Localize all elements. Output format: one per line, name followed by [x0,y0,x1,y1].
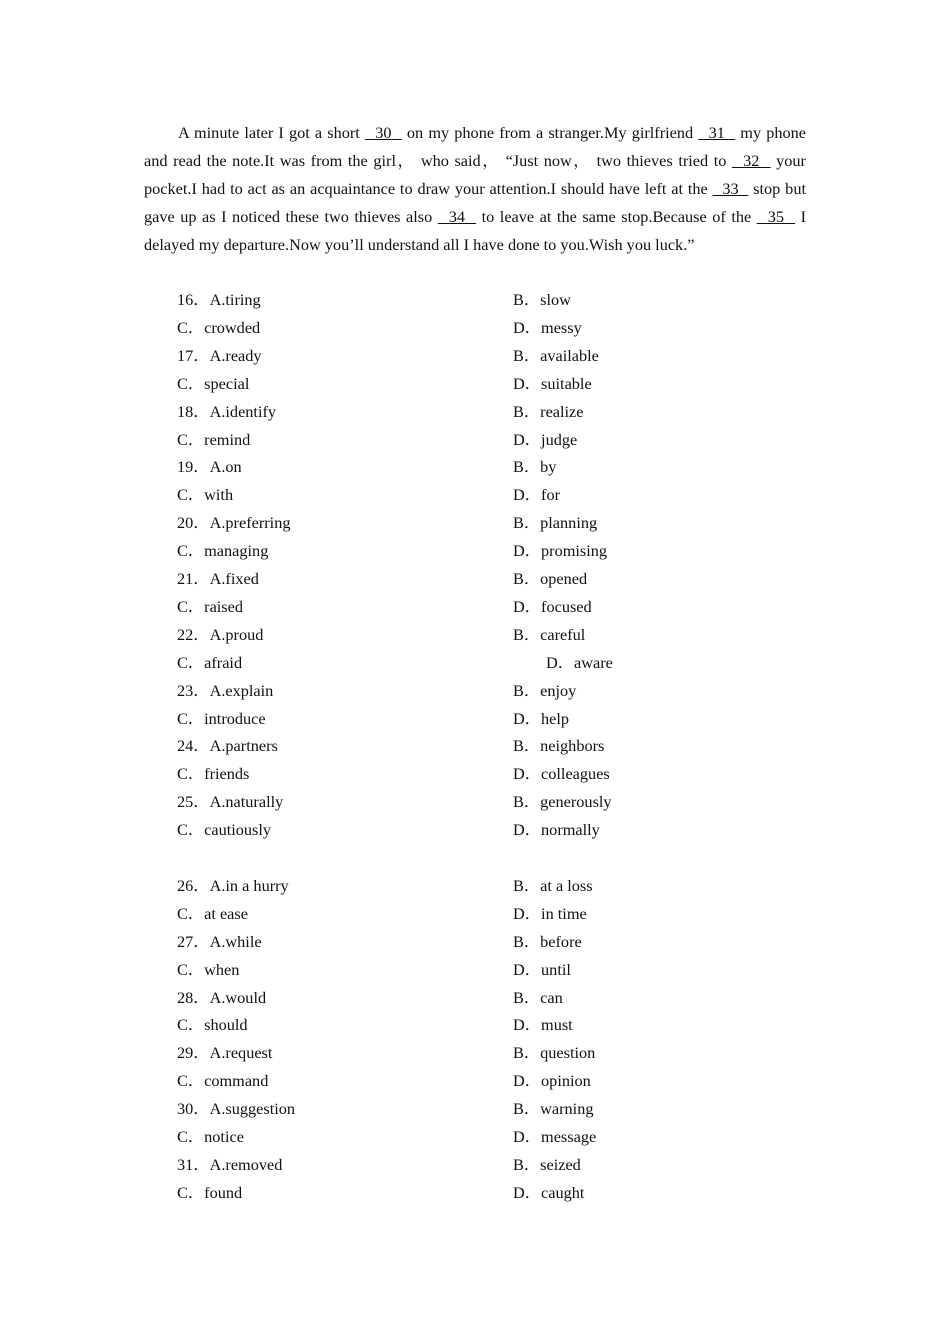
option-a-text: A.would [209,987,267,1007]
option-a [177,788,283,816]
option-a [177,732,278,760]
passage-text-segment: on my phone from a stranger.My girlfriend [401,123,699,142]
option-d-text: D．opinion [513,1071,591,1091]
option-b [513,1095,594,1123]
option-d [513,1067,591,1095]
option-d-text: D．promising [513,541,608,561]
option-a [177,565,259,593]
option-num-text: 30． [177,1099,210,1119]
option-num-text: 21． [177,569,210,588]
passage-text-segment: I delayed my departure.Now you’ll understand all I have done to you.Wish you luck.” [144,207,807,254]
option-a-text: A.proud [209,624,264,644]
option-c-text: C．with [177,485,234,505]
option-num-text: 26． [177,875,210,895]
option-b-text: B．at a loss [513,875,593,895]
option-num-text: 24． [177,736,210,756]
option-c [177,705,266,733]
option-d-text: D．must [513,1015,573,1035]
option-d [513,1179,584,1207]
option-a-text: A.request [209,1043,273,1063]
option-a-text: A.while [209,931,262,951]
option-c [177,1067,268,1095]
option-a-text: A.tiring [209,290,261,309]
option-c-text: C．introduce [177,708,266,728]
option-d [513,537,607,565]
option-c-text: C．at ease [177,903,248,923]
option-c [177,314,260,342]
option-c [177,816,271,844]
option-a-text: A.explain [209,680,274,700]
option-b [513,621,585,649]
option-num-text: 19． [177,457,210,477]
option-a-text: A.on [209,457,242,477]
option-num-text: 27． [177,931,210,951]
option-d [513,481,560,509]
option-c-text: C．should [177,1015,248,1035]
option-a-text: A.naturally [209,792,284,812]
option-a-text: A.identify [209,401,277,421]
option-a [177,621,263,649]
option-num-text: 29． [177,1043,210,1063]
option-d-text: D．focused [513,596,592,616]
option-b [513,928,582,956]
option-d-text: D．until [513,959,571,979]
option-b [513,788,612,816]
option-b [513,732,604,760]
option-d-text: D．colleagues [513,764,610,784]
option-c [177,481,233,509]
option-d [546,649,613,677]
option-a [177,509,291,537]
option-d [513,593,592,621]
passage-text-segment: stop but gave up as I noticed these two thieves also [144,179,806,226]
option-c [177,593,243,621]
option-a [177,398,276,426]
option-d [513,816,600,844]
option-d [513,314,582,342]
option-num-text: 22． [177,624,210,644]
option-b [513,872,593,900]
option-b-text: B．available [513,345,599,365]
option-b-text: B．slow [513,290,571,309]
option-b [513,286,571,314]
option-a [177,928,262,956]
option-d-text: D．help [513,708,570,728]
option-a [177,1151,282,1179]
option-d [513,760,610,788]
option-b-text: B．enjoy [513,680,577,700]
passage-text-segment: my phone and read the note.It was from the girl， who said， “Just now， two thieves tried to [144,123,807,170]
option-b-text: B．before [513,931,582,951]
blank-31: 31 [698,123,736,142]
option-d [513,1123,596,1151]
option-d-text: D．messy [513,317,582,337]
option-num-text: 20． [177,513,210,533]
option-b [513,398,584,426]
option-b-text: B．opened [513,569,588,588]
option-c [177,370,249,398]
passage-text-segment: your pocket.I had to act as an acquaintance to draw your attention.I should have left at the [144,151,806,198]
option-a-text: A.in a hurry [209,875,289,895]
option-d [513,956,571,984]
option-a [177,677,273,705]
option-d-text: D．in time [513,903,587,923]
option-b-text: B．by [513,457,557,477]
option-a-text: A.suggestion [209,1099,296,1119]
option-a-text: A.fixed [209,569,259,588]
option-d-text: D．for [513,485,561,505]
option-c [177,760,249,788]
option-num-text: 16． [177,290,210,309]
option-a-text: A.partners [209,736,278,756]
option-a [177,286,261,314]
option-num-text: 28． [177,987,210,1007]
option-c-text: C．cautiously [177,820,272,840]
option-b-text: B．generously [513,792,612,812]
option-a [177,984,266,1012]
passage-text [144,119,806,259]
blank-30: 30 [364,123,402,142]
option-c-text: C．command [177,1071,269,1091]
option-b [513,565,587,593]
blank-35: 35 [756,207,796,226]
option-c [177,426,250,454]
option-c [177,1123,244,1151]
option-d [513,370,592,398]
option-b [513,453,556,481]
option-d [513,900,587,928]
option-c-text: C．raised [177,596,244,616]
option-d-text: D．normally [513,820,600,840]
option-c [177,900,248,928]
option-c-text: C．friends [177,764,250,784]
option-b-text: B．planning [513,513,598,533]
option-d [513,1011,573,1039]
option-c-text: C．afraid [177,652,243,672]
option-a [177,453,242,481]
option-b-text: B．can [513,987,563,1007]
option-b-text: B．seized [513,1154,581,1174]
option-c [177,649,242,677]
option-c-text: C．managing [177,541,269,561]
option-num-text: 23． [177,680,210,700]
option-c [177,956,239,984]
option-b-text: B．warning [513,1099,594,1119]
option-d-text: D．suitable [513,373,592,393]
option-b [513,984,563,1012]
option-num-text: 18． [177,401,210,421]
option-a-text: A.removed [209,1154,283,1174]
option-b-text: B．question [513,1043,596,1063]
option-num-text: 17． [177,345,210,365]
option-a-text: A.preferring [209,513,291,533]
option-b [513,342,599,370]
option-d-text: D．judge [513,429,578,449]
option-num-text: 25． [177,792,210,812]
blank-34: 34 [437,207,477,226]
blank-32: 32 [731,151,771,170]
option-d-text: D．message [513,1127,597,1146]
option-b [513,1039,595,1067]
option-c-text: C．found [177,1182,243,1202]
option-b-text: B．careful [513,624,586,644]
option-c [177,1179,242,1207]
option-c-text: C．remind [177,429,251,449]
option-num-text: 31． [177,1154,210,1174]
option-c [177,1011,248,1039]
option-c [177,537,268,565]
option-b-text: B．neighbors [513,736,605,756]
option-b [513,677,576,705]
option-a [177,872,289,900]
option-a [177,1095,295,1123]
option-d [513,705,569,733]
option-c-text: C．special [177,373,250,393]
passage-text-segment: A minute later I got a short [178,123,365,142]
option-b-text: B．realize [513,401,584,421]
option-b [513,509,597,537]
option-a-text: A.ready [209,345,262,365]
option-d [513,426,577,454]
option-d-text: D．caught [513,1182,585,1202]
option-c-text: C．notice [177,1127,244,1146]
option-d-text: D．aware [546,652,613,672]
passage-text-segment: to leave at the same stop.Because of the [476,207,757,226]
blank-33: 33 [712,179,749,198]
option-c-text: C．crowded [177,317,261,337]
passage-paragraph [144,119,806,259]
option-c-text: C．when [177,959,240,979]
option-b [513,1151,581,1179]
option-a [177,1039,272,1067]
option-a [177,342,262,370]
